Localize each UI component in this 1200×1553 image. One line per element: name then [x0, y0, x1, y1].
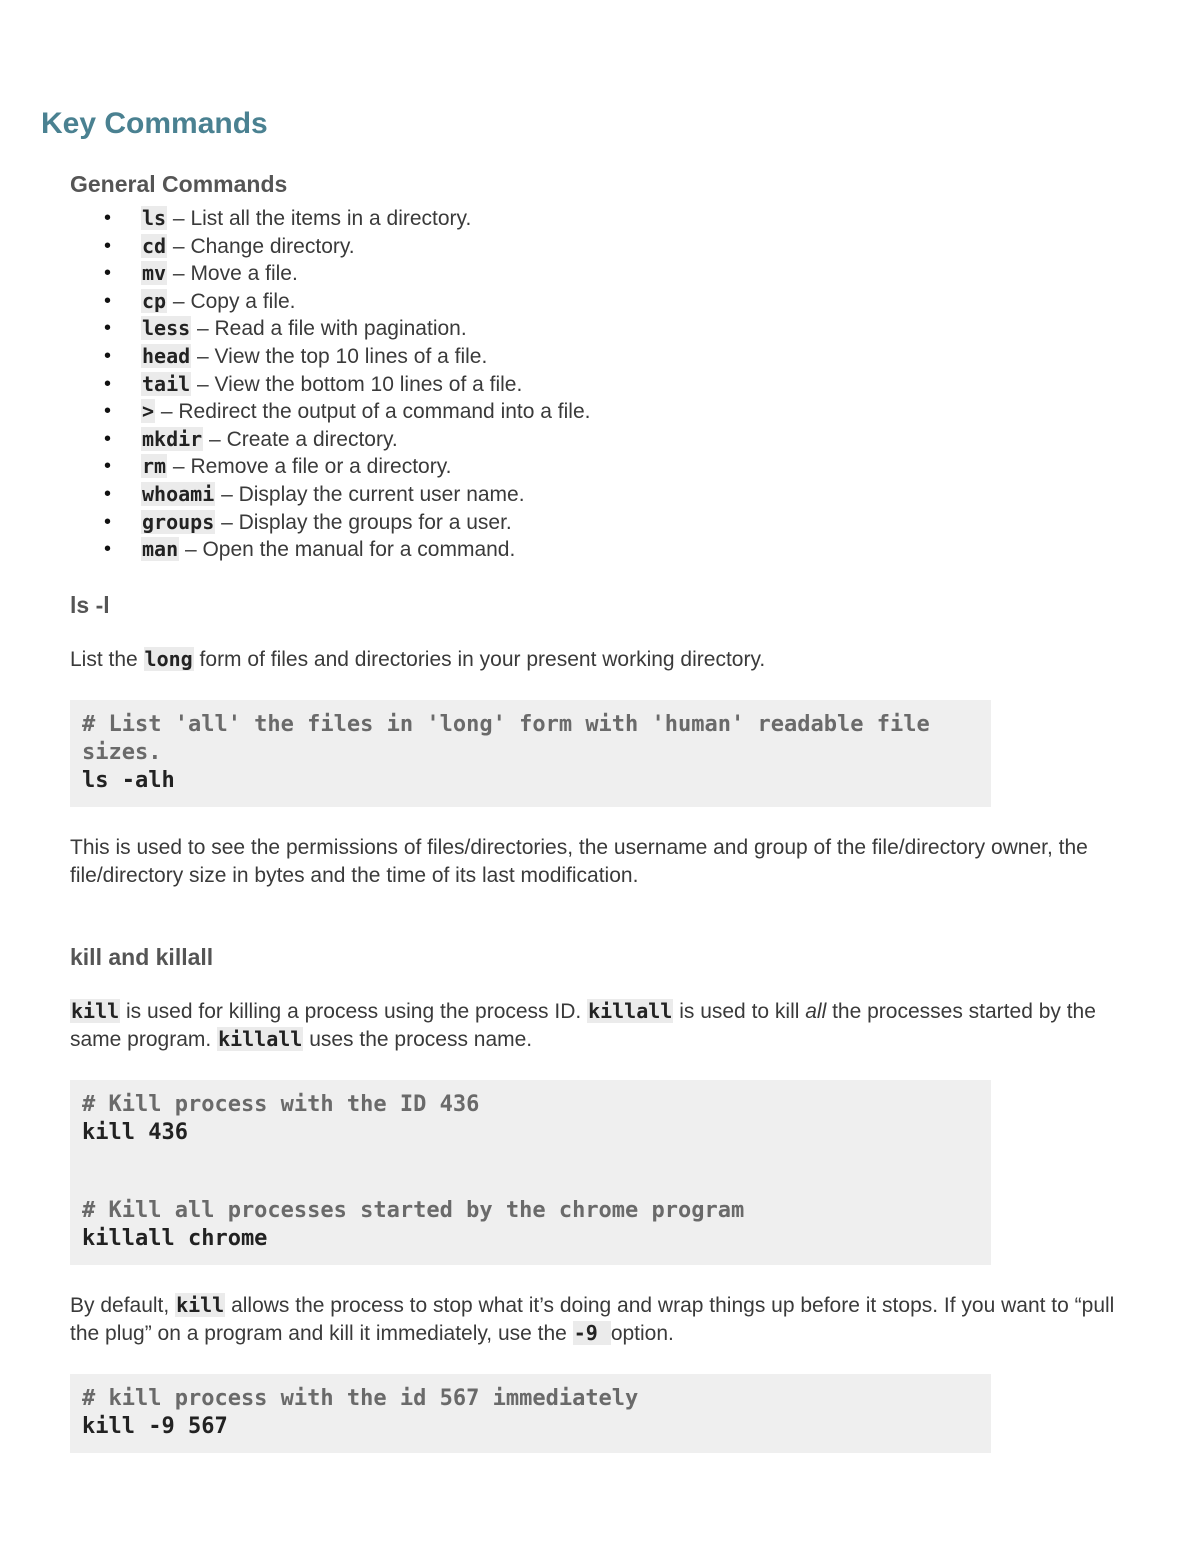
list-item — [70, 453, 590, 481]
code-command: kill 436 — [82, 1120, 188, 1145]
inline-code: kill — [71, 999, 120, 1023]
list-item — [70, 371, 590, 399]
general-commands-list — [70, 205, 590, 564]
bullet-icon: • — [104, 262, 112, 285]
command-description: – View the top 10 lines of a file. — [191, 344, 488, 368]
code-comment: # Kill all processes started by the chrome program — [82, 1198, 745, 1223]
command-description: – View the bottom 10 lines of a file. — [191, 372, 523, 396]
code-block — [70, 1374, 991, 1453]
list-item — [70, 426, 590, 454]
bullet-icon: • — [104, 207, 112, 229]
code-block — [70, 1080, 991, 1265]
bullet-icon: • — [104, 482, 112, 505]
command-description: – Display the current user name. — [215, 482, 525, 506]
ls-l-intro — [70, 646, 1130, 674]
list-item — [70, 315, 590, 343]
inline-code: kill — [176, 1293, 225, 1317]
command-code: man — [142, 537, 179, 562]
command-description: – Change directory. — [167, 234, 355, 258]
command-code: tail — [142, 371, 191, 396]
general-commands-heading: General Commands — [70, 171, 288, 197]
command-description: – Copy a file. — [167, 289, 296, 313]
inline-code: killall — [218, 1026, 303, 1051]
command-description: – List all the items in a directory. — [167, 207, 472, 230]
code-block — [70, 700, 991, 807]
bullet-icon: • — [104, 455, 112, 478]
command-code: > — [142, 399, 155, 424]
bullet-icon: • — [104, 234, 112, 257]
code-comment: # List 'all' the files in 'long' form with 'human' readable file sizes. — [82, 712, 943, 765]
command-description: – Display the groups for a user. — [215, 510, 512, 534]
inline-code: -9 — [573, 1320, 610, 1345]
command-code: cd — [142, 233, 167, 258]
code-command: kill -9 567 — [82, 1414, 228, 1439]
code-command: ls -alh — [82, 768, 175, 793]
bullet-icon: • — [104, 510, 112, 533]
bullet-icon: • — [104, 344, 112, 367]
bullet-icon: • — [104, 427, 112, 450]
list-item — [70, 260, 590, 288]
inline-code: killall — [588, 999, 673, 1023]
command-code: head — [142, 343, 191, 368]
list-item — [70, 205, 590, 233]
inline-code: long — [144, 647, 193, 671]
command-description: – Redirect the output of a command into a file. — [155, 400, 591, 424]
bullet-icon: • — [104, 289, 112, 312]
paragraph-text: the processes started by the same program. — [70, 1000, 1096, 1051]
code-comment: # Kill process with the ID 436 — [82, 1092, 480, 1117]
kill-paragraph — [70, 998, 1130, 1053]
code-comment: # kill process with the id 567 immediately — [82, 1386, 639, 1411]
paragraph-text: is used for killing a process using the process ID. — [120, 1000, 588, 1023]
command-description: – Move a file. — [167, 262, 298, 286]
paragraph-text: By default, — [70, 1294, 176, 1317]
bullet-icon: • — [104, 372, 112, 395]
list-item — [70, 398, 590, 426]
ls-l-heading: ls -l — [70, 592, 110, 618]
list-item — [70, 233, 590, 261]
command-description: – Create a directory. — [203, 427, 398, 451]
kill-heading: kill and killall — [70, 944, 214, 970]
command-code: rm — [142, 454, 167, 479]
list-item — [70, 481, 590, 509]
command-code: mkdir — [142, 426, 203, 451]
command-code: cp — [142, 288, 167, 313]
paragraph-text: uses the process name. — [303, 1027, 533, 1051]
intro-text: form of files and directories in your present working directory. — [193, 648, 766, 671]
emphasis-text: all — [805, 1000, 827, 1023]
ls-l-description: This is used to see the permissions of files/directories, the username and group of the file/directory owner, the file/directory size in bytes and the time of its last modification. — [70, 836, 1088, 887]
bullet-icon: • — [104, 538, 112, 561]
command-code: less — [142, 316, 191, 341]
kill-default-paragraph — [70, 1292, 1130, 1347]
command-description: – Read a file with pagination. — [191, 317, 467, 341]
list-item — [70, 509, 590, 537]
list-item — [70, 288, 590, 316]
paragraph-text: allows the process to stop what it’s doing and wrap things up before it stops. If you want to “pull the plug” on a program and kill it immediately, use the — [70, 1294, 1115, 1345]
bullet-icon: • — [104, 400, 112, 423]
list-item — [70, 343, 590, 371]
code-blank-line — [82, 1175, 979, 1197]
page-title: Key Commands — [41, 107, 268, 140]
command-code: groups — [142, 509, 215, 534]
code-blank-line — [82, 1147, 979, 1175]
paragraph-text: option. — [610, 1321, 674, 1345]
command-code: whoami — [142, 481, 215, 506]
command-code: mv — [142, 261, 167, 286]
code-command: killall chrome — [82, 1226, 268, 1251]
list-item — [70, 536, 590, 564]
intro-text: List the — [70, 648, 144, 671]
command-description: – Open the manual for a command. — [179, 538, 516, 562]
bullet-icon: • — [104, 317, 112, 340]
command-code: ls — [142, 206, 167, 230]
command-description: – Remove a file or a directory. — [167, 455, 452, 479]
paragraph-text: is used to kill — [673, 1000, 806, 1023]
